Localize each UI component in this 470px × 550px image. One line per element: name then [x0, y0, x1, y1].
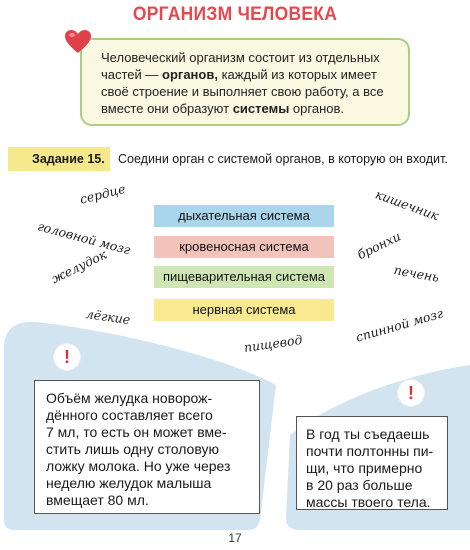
system-circulatory[interactable]: кровеносная система: [154, 236, 334, 258]
organ-stomach[interactable]: желудок: [48, 246, 109, 287]
organ-bronchi[interactable]: бронхи: [354, 228, 404, 263]
left-fact-text: [46, 390, 260, 509]
page-title: ОРГАНИЗМ ЧЕЛОВЕКА: [132, 4, 338, 25]
left-fact-line: Объём желудка новорож-: [46, 390, 213, 406]
right-fact-line: почти полтонны пи-: [306, 443, 434, 459]
heart-icon: [64, 29, 92, 55]
intro-bold-organs: органов,: [162, 67, 218, 82]
right-fact-text: [306, 426, 446, 511]
task-text: Соедини орган с системой органов, в которую он входит.: [118, 152, 448, 166]
intro-bold-systems: системы: [232, 101, 290, 116]
intro-part-1: Человеческий организм состоит из отдельных частей —: [101, 50, 380, 82]
organ-intestine[interactable]: кишечник: [373, 186, 441, 224]
page-number: 17: [228, 531, 242, 545]
intro-text: [101, 49, 406, 117]
left-fact-line: ложку молока. Но уже через: [46, 458, 231, 474]
left-fact-line: стить лишь одну столовую: [46, 441, 219, 457]
right-fact-line: В год ты съедаешь: [306, 426, 430, 442]
task-label: Задание 15.: [8, 147, 110, 171]
intro-part-3: органов.: [289, 101, 344, 116]
system-nervous[interactable]: нервная система: [154, 299, 334, 321]
right-fact-line: щи, что примерно: [306, 460, 423, 476]
intro-part-2: каждый из которых имеет своё строение и выполняет свою работу, а все вместе они образуют: [101, 67, 384, 116]
right-fact-line: массы твоего тела.: [306, 494, 431, 510]
organ-spinal-cord[interactable]: спинной мозг: [353, 305, 445, 345]
organ-liver[interactable]: печень: [392, 262, 441, 285]
left-fact-line: 7 мл, то есть он может вме-: [46, 424, 227, 440]
left-fact-line: неделю желудок малыша: [46, 475, 212, 491]
organ-lungs[interactable]: лёгкие: [84, 306, 132, 328]
right-fact-line: в 20 раз больше: [306, 477, 413, 493]
system-respiratory[interactable]: дыхательная система: [154, 205, 334, 227]
right-exclamation-icon: !: [398, 380, 424, 406]
organ-heart[interactable]: сердце: [78, 180, 127, 207]
left-fact-line: вмещает 80 мл.: [46, 492, 149, 508]
organ-esophagus[interactable]: пищевод: [242, 331, 304, 355]
system-digestive[interactable]: пищеварительная система: [154, 266, 334, 288]
left-fact-line: дённого составляет всего: [46, 407, 213, 423]
left-exclamation-icon: !: [54, 344, 80, 370]
organ-brain[interactable]: головной мозг: [36, 218, 133, 258]
